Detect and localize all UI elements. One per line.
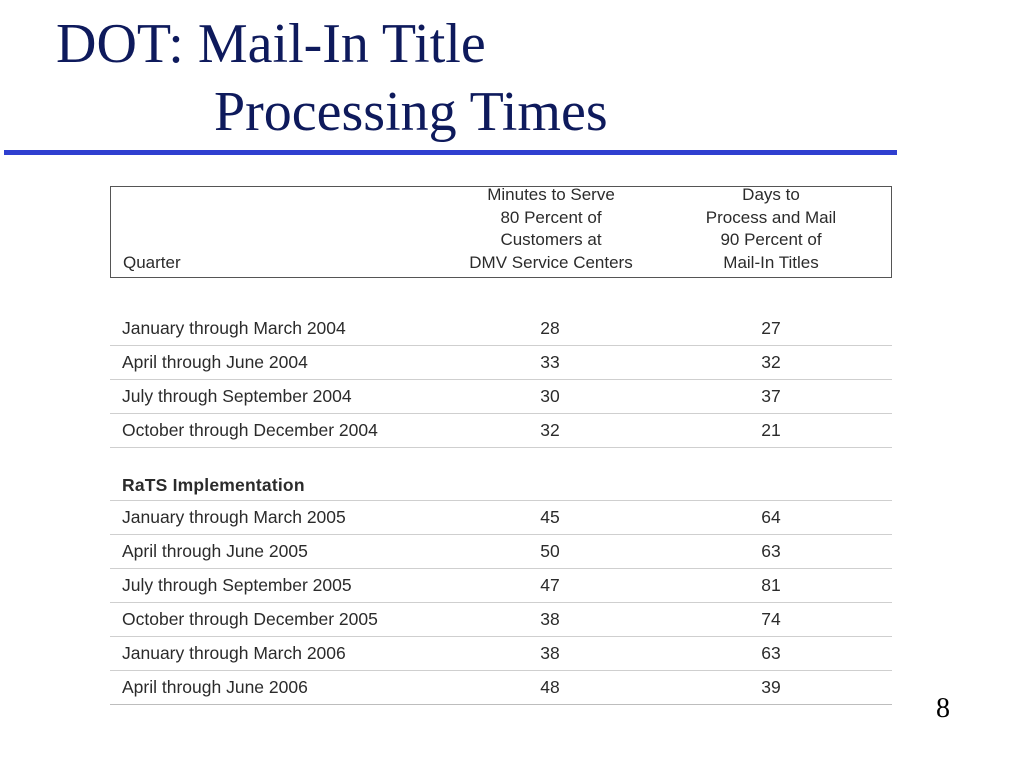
cell-quarter: April through June 2005 [122,541,308,561]
slide-title [56,10,608,146]
cell-quarter: January through March 2006 [122,643,346,663]
cell-quarter: January through March 2005 [122,507,346,527]
table-row [110,603,892,637]
cell-minutes: 30 [540,386,560,406]
header-quarter: Quarter [123,252,181,272]
slide-title-line-2: Processing Times [214,81,608,143]
header-days-to-process: Days to Process and Mail 90 Percent of Mail-In Titles [705,185,837,272]
table-row [110,535,892,569]
cell-days: 32 [761,352,781,372]
table-row [110,569,892,603]
cell-days: 37 [761,386,781,406]
table-row [110,414,892,448]
cell-minutes: 47 [540,575,560,595]
title-divider [4,150,897,155]
cell-days: 81 [761,575,781,595]
table-row [110,312,892,346]
cell-days: 74 [761,609,781,629]
cell-days: 63 [761,643,781,663]
cell-minutes: 28 [540,318,560,338]
cell-days: 64 [761,507,781,527]
table-row [110,637,892,671]
table-row [110,380,892,414]
cell-quarter: April through June 2004 [122,352,308,372]
cell-minutes: 45 [540,507,560,527]
cell-days: 21 [761,420,781,440]
table-row [110,501,892,535]
cell-minutes: 48 [540,677,560,697]
cell-quarter: January through March 2004 [122,318,346,338]
cell-days: 39 [761,677,781,697]
table-row [110,346,892,380]
slide-title-line-1: DOT: Mail-In Title [56,13,486,75]
cell-minutes: 32 [540,420,560,440]
page-number: 8 [936,693,950,724]
header-minutes-to-serve: Minutes to Serve 80 Percent of Customers at DMV Service Centers [469,185,633,272]
cell-minutes: 50 [540,541,560,561]
cell-days: 27 [761,318,781,338]
cell-quarter: July through September 2005 [122,575,352,595]
section-label: RaTS Implementation [122,475,305,495]
table-header [110,186,892,278]
cell-minutes: 33 [540,352,560,372]
cell-quarter: July through September 2004 [122,386,352,406]
section-row-rats [110,448,892,501]
cell-days: 63 [761,541,781,561]
table-body [110,312,892,705]
cell-quarter: April through June 2006 [122,677,308,697]
processing-times-table [110,185,892,697]
cell-quarter: October through December 2005 [122,609,378,629]
table-row [110,671,892,705]
cell-quarter: October through December 2004 [122,420,378,440]
cell-minutes: 38 [540,609,560,629]
cell-minutes: 38 [540,643,560,663]
